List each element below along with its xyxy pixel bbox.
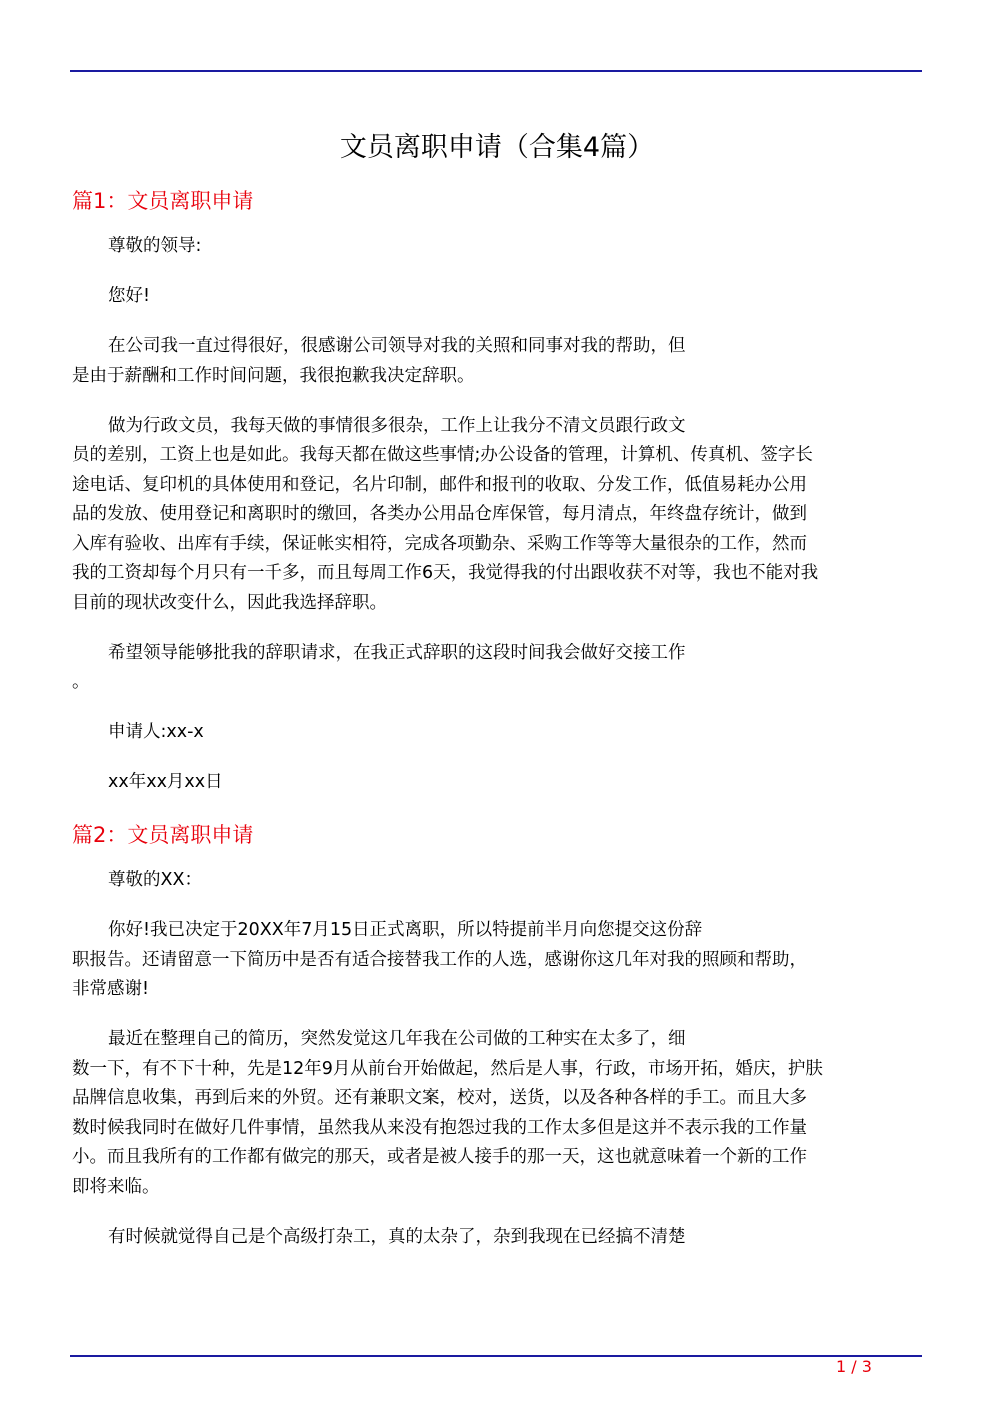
text-line: 尊敬的XX：: [108, 870, 202, 890]
text-line: 入库有验收、出库有手续，保证帐实相符，完成各项勤杂、采购工作等等大量很杂的工作，然而: [72, 533, 807, 554]
text-line: 途电话、复印机的具体使用和登记，名片印制，邮件和报刊的收取、分发工作，低值易耗办公用: [72, 474, 807, 495]
text-line: 品的发放、使用登记和离职时的缴回，各类办公用品仓库保管，每月清点，年终盘存统计，做到: [72, 504, 807, 524]
section-heading: 篇1：文员离职申请: [72, 189, 254, 213]
header-rule: [70, 70, 922, 72]
text-line: 数一下，有不下十种，先是12年9月从前台开始做起，然后是人事，行政，市场开拓，婚庆，护肤: [72, 1058, 823, 1079]
document-body: [72, 128, 922, 1273]
text-line: 即将来临。: [72, 1176, 160, 1197]
paragraph: [72, 1025, 922, 1202]
text-line: 小。而且我所有的工作都有做完的那天，或者是被人接手的那一天，这也就意味着一个新的工作: [72, 1147, 807, 1167]
text-line: 有时候就觉得自己是个高级打杂工，真的太杂了，杂到我现在已经搞不清楚: [108, 1226, 686, 1247]
footer-rule: [70, 1355, 922, 1357]
paragraph: [72, 718, 922, 748]
text-line: 职报告。还请留意一下简历中是否有适合接替我工作的人选，感谢你这几年对我的照顾和帮助，: [72, 949, 807, 970]
paragraph: [72, 282, 922, 312]
text-line: 员的差别，工资上也是如此。我每天都在做这些事情;办公设备的管理，计算机、传真机、签字长: [72, 445, 813, 465]
text-line: 非常感谢!: [72, 979, 150, 999]
text-line: 尊敬的领导:: [108, 236, 202, 256]
text-line: 做为行政文员，我每天做的事情很多很杂，工作上让我分不清文员跟行政文: [108, 415, 686, 436]
paragraph: [72, 768, 922, 798]
page-number: 1 / 3: [836, 1357, 872, 1376]
paragraph: [72, 332, 922, 391]
text-line: 申请人:xx-x: [108, 722, 204, 742]
text-line: 您好!: [108, 286, 151, 306]
text-line: 。: [72, 672, 90, 692]
paragraph: [72, 916, 922, 1005]
text-line: 品牌信息收集，再到后来的外贸。还有兼职文案，校对，送货，以及各种各样的手工。而且大多: [72, 1088, 807, 1108]
text-line: xx年xx月xx日: [108, 772, 223, 792]
paragraph: [72, 1223, 922, 1253]
text-line: 数时候我同时在做好几件事情，虽然我从来没有抱怨过我的工作太多但是这并不表示我的工作量: [72, 1117, 807, 1138]
paragraph: [72, 866, 922, 896]
text-line: 目前的现状改变什么，因此我选择辞职。: [72, 592, 387, 613]
text-line: 希望领导能够批我的辞职请求，在我正式辞职的这段时间我会做好交接工作: [108, 642, 686, 663]
paragraph: [72, 232, 922, 262]
text-line: 我的工资却每个月只有一千多，而且每周工作6天，我觉得我的付出跟收获不对等，我也不能对我: [72, 563, 819, 583]
section-heading: 篇2：文员离职申请: [72, 823, 254, 847]
text-line: 在公司我一直过得很好，很感谢公司领导对我的关照和同事对我的帮助，但: [108, 336, 686, 356]
text-line: 你好!我已决定于20XX年7月15日正式离职，所以特提前半月向您提交这份辞: [108, 920, 703, 940]
text-line: 是由于薪酬和工作时间问题，我很抱歉我决定辞职。: [72, 365, 475, 386]
paragraph: [72, 639, 922, 698]
paragraph: [72, 412, 922, 619]
text-line: 最近在整理自己的简历，突然发觉这几年我在公司做的工种实在太多了，细: [108, 1029, 686, 1049]
document-title: 文员离职申请（合集4篇）: [339, 132, 655, 163]
